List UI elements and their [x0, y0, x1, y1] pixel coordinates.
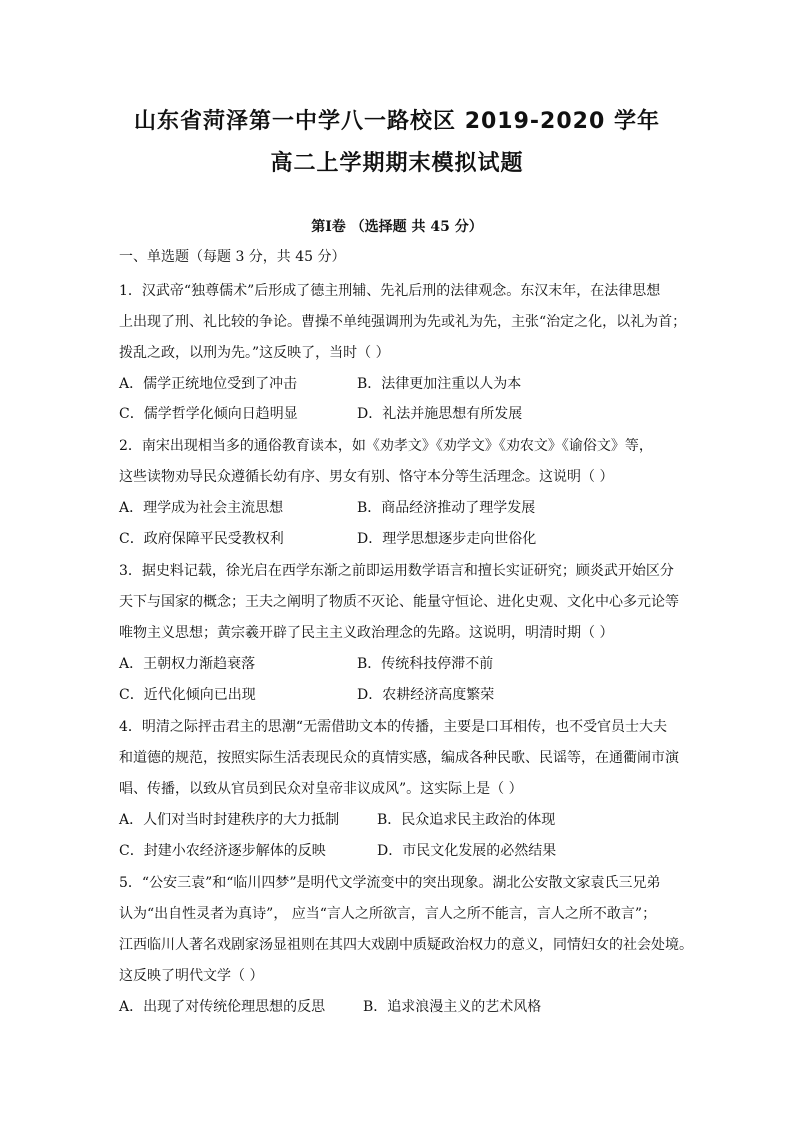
question-3-line-1: 3．据史料记载，徐光启在西学东渐之前即运用数学语言和擅长实证研究；顾炎武开始区分	[119, 563, 674, 579]
question-3-line-3: 唯物主义思想；黄宗羲开辟了民主主义政治理念的先路。这说明，明清时期（ ）	[119, 625, 614, 641]
question-1-option-a: A．儒学正统地位受到了冲击	[119, 376, 298, 392]
exam-title-line2: 高二上学期期末模拟试题	[270, 151, 524, 176]
question-4-line-1: 4．明清之际抨击君主的思潮“无需借助文本的传播，主要是口耳相传，也不受官员士大夫	[119, 719, 668, 735]
question-2-option-d: D．理学思想逐步走向世俗化	[357, 531, 537, 547]
question-3-option-b: B．传统科技停滞不前	[357, 656, 494, 672]
question-5-option-b: B．追求浪漫主义的艺术风格	[363, 999, 542, 1015]
question-2-option-c: C．政府保障平民受教权利	[119, 531, 284, 547]
question-1-option-d: D．礼法并施思想有所发展	[357, 406, 523, 422]
question-2-line-1: 2．南宋出现相当多的通俗教育读本，如《劝孝文》《劝学文》《劝农文》《谕俗文》等，	[119, 438, 653, 454]
question-1-option-b: B．法律更加注重以人为本	[357, 376, 522, 392]
question-3-option-d: D．农耕经济高度繁荣	[357, 687, 495, 703]
question-5-line-4: 这反映了明代文学（ ）	[119, 968, 264, 984]
question-1-line-3: 拨乱之政，以刑为先。”这反映了，当时（ ）	[119, 345, 390, 361]
question-4-line-2: 和道德的规范，按照实际生活表现民众的真情实感，编成各种民歌、民谣等，在通衢闹市演	[119, 750, 679, 766]
question-1-option-c: C．儒学哲学化倾向日趋明显	[119, 406, 298, 422]
question-2-option-b: B．商品经济推动了理学发展	[357, 500, 536, 516]
question-2-line-2: 这些读物劝导民众遵循长幼有序、男女有别、恪守本分等生活理念。这说明（ ）	[119, 469, 614, 485]
question-5-line-3: 江西临川人著名戏剧家汤显祖则在其四大戏剧中质疑政治权力的意义，同情妇女的社会处境。	[119, 937, 693, 953]
section-heading: 第Ⅰ卷 （选择题 共 45 分）	[311, 219, 483, 235]
question-4-option-b: B．民众追求民主政治的体现	[377, 812, 556, 828]
question-5-line-2: 认为“出自性灵者为真诗”， 应当“言人之所欲言，言人之所不能言，言人之所不敢言”；	[119, 906, 657, 922]
question-4-option-c: C．封建小农经济逐步解体的反映	[119, 843, 326, 859]
instruction: 一、单选题（每题 3 分，共 45 分）	[119, 249, 346, 265]
question-3-option-a: A．王朝权力渐趋衰落	[119, 656, 256, 672]
question-1-line-2: 上出现了刑、礼比较的争论。曹操不单纯强调刑为先或礼为先，主张“治定之化，以礼为首；	[119, 314, 687, 330]
exam-title-line1: 山东省菏泽第一中学八一路校区 2019-2020 学年	[134, 109, 660, 134]
question-3-option-c: C．近代化倾向已出现	[119, 687, 256, 703]
question-3-line-2: 天下与国家的概念；王夫之阐明了物质不灭论、能量守恒论、进化史观、文化中心多元论等	[119, 594, 679, 610]
question-4-option-a: A．人们对当时封建秩序的大力抵制	[119, 812, 340, 828]
question-2-option-a: A．理学成为社会主流思想	[119, 500, 284, 516]
question-5-option-a: A．出现了对传统伦理思想的反思	[119, 999, 326, 1015]
question-5-line-1: 5．“公安三袁”和“临川四梦”是明代文学流变中的突出现象。湖北公安散文家袁氏三兄弟	[119, 875, 661, 891]
question-4-option-d: D．市民文化发展的必然结果	[377, 843, 557, 859]
question-1-line-1: 1．汉武帝“独尊儒术”后形成了德主刑辅、先礼后刑的法律观念。东汉末年，在法律思想	[119, 283, 661, 299]
question-4-line-3: 唱、传播，以致从官员到民众对皇帝非议成风”。这实际上是（ ）	[119, 781, 523, 797]
